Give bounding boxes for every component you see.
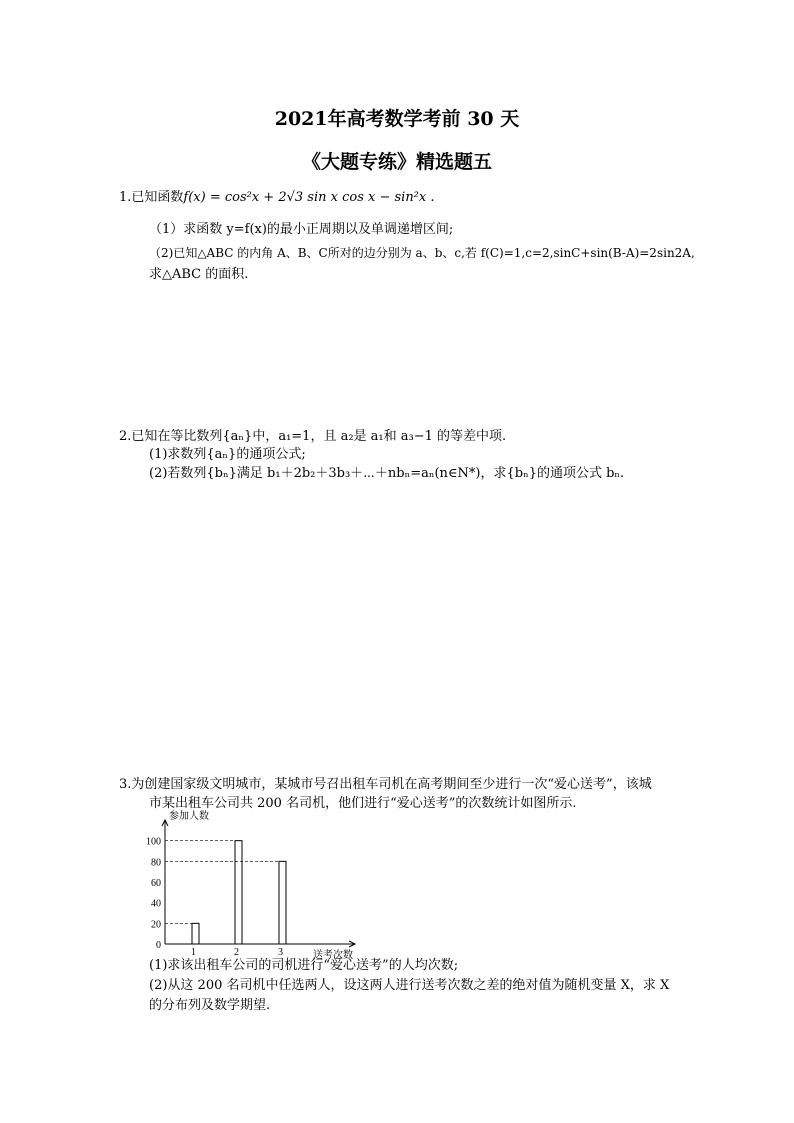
x-tick-label: 1: [191, 947, 196, 958]
q2-part1: (1)求数列{aₙ}的通项公式;: [149, 447, 306, 462]
x-tick-label: 3: [278, 947, 283, 958]
q3-part1: (1)求该出租车公司的司机进行“爱心送考”的人均次数;: [149, 958, 459, 973]
q3-part2-line1: (2)从这 200 名司机中任选两人，设这两人进行送考次数之差的绝对值为随机变量 X，求 X: [149, 978, 670, 993]
y-tick-label: 60: [151, 878, 161, 889]
q3-stem-line1: 3.为创建国家级文明城市，某城市号召出租车司机在高考期间至少进行一次“爱心送考”，该城: [119, 777, 652, 792]
q1-stem-prefix: 1.已知函数: [119, 190, 184, 205]
q3-stem-line2: 市某出租车公司共 200 名司机，他们进行“爱心送考”的次数统计如图所示.: [149, 796, 577, 811]
y-tick-label: 20: [151, 919, 161, 931]
q1-stem: [119, 190, 435, 206]
bar-chart: [143, 808, 361, 960]
y-axis-label: 参加人数: [169, 811, 209, 822]
q3-part2-line2: 的分布列及数学期望.: [149, 998, 271, 1013]
x-tick-label: 2: [234, 947, 239, 958]
q1-part2-cont: 求△ABC 的面积.: [149, 267, 249, 282]
page-title: 2021年高考数学考前 30 天: [274, 108, 520, 130]
y-tick-label: 0: [156, 940, 161, 951]
y-tick-label: 40: [151, 898, 161, 910]
y-tick-label: 100: [146, 836, 161, 848]
bar: [235, 841, 242, 944]
bar: [279, 861, 286, 944]
q1-part1: （1）求函数 y=f(x)的最小正周期以及单调递增区间;: [149, 222, 454, 237]
q2-stem: 2.已知在等比数列{aₙ}中，a₁=1，且 a₂是 a₁和 a₃−1 的等差中项.: [119, 429, 507, 444]
y-tick-label: 80: [151, 857, 161, 869]
bar: [192, 923, 199, 944]
q1-part2: （2)已知△ABC 的内角 A、B、C所对的边分别为 a、b、c,若 f(C)=1,c=2,sinC+sin(B-A)=2sin2A,: [149, 246, 695, 260]
page-subtitle: 《大题专练》精选题五: [301, 151, 492, 173]
x-axis-label: 送考次数: [313, 950, 353, 960]
q1-formula: f(x) = cos²x + 2√3 sin x cos x − sin²x .: [183, 190, 435, 205]
q2-part2: (2)若数列{bₙ}满足 b₁＋2b₂＋3b₃＋⋯＋nbₙ=aₙ(n∈N*)，求{bₙ}的通项公式 bₙ.: [149, 466, 625, 481]
